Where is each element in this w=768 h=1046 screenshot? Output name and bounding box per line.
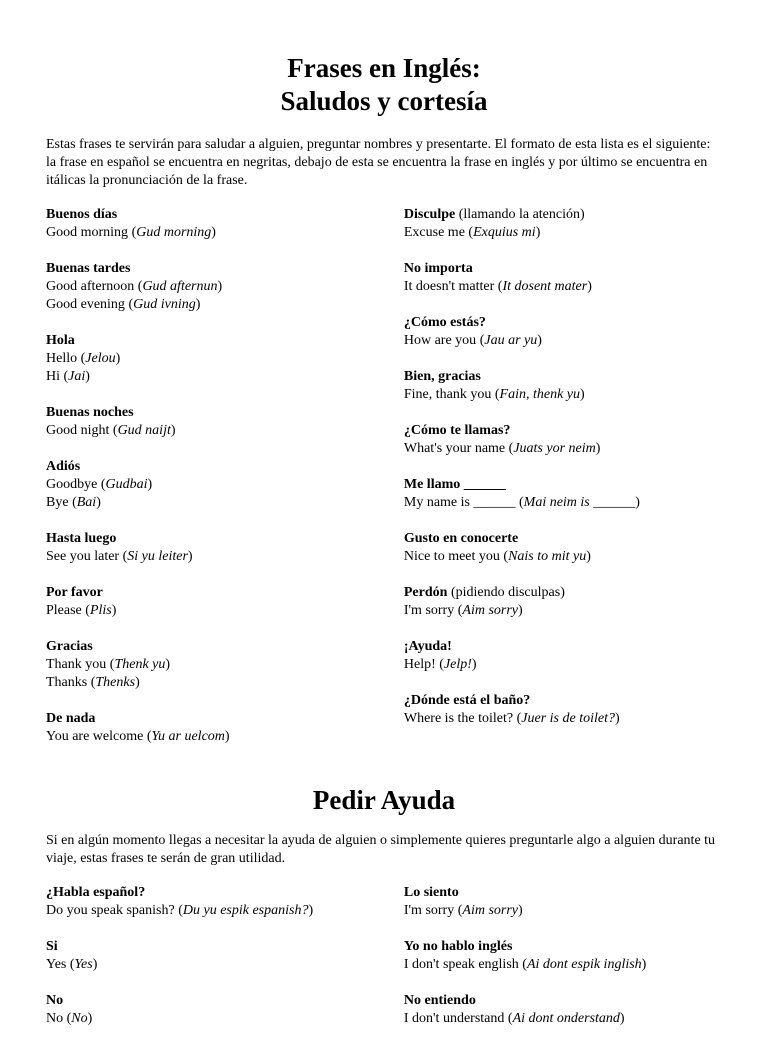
pronunciation: No [71,1011,88,1026]
spanish-text: No entiendo [403,993,476,1008]
spanish-phrase [404,530,722,548]
phrase-entry [404,260,722,296]
phrase-entry [404,530,722,566]
spanish-text: Por favor [46,585,103,600]
english-text: Hi [46,369,60,384]
english-line: Do you speak spanish? (Du yu espik espanish?) [46,903,314,918]
spanish-text: Bien, gracias [403,369,481,384]
spanish-text: No importa [403,261,473,276]
phrase-entry [404,368,722,404]
title-line-2: Saludos y cortesía [280,86,488,116]
english-line: I don't speak english (Ai dont espik inglish) [403,957,647,972]
spanish-text: Gracias [46,639,93,654]
phrase-entry [46,938,404,974]
pronunciation: Jelp! [443,657,472,672]
english-text: Hello [46,351,78,366]
english-text: Good evening [46,297,125,312]
english-line: Good morning (Gud morning) [46,225,216,240]
phrase-entry [46,884,404,920]
english-line: It doesn't matter (It dosent mater) [403,279,592,294]
section-title-pedir-ayuda: Pedir Ayuda [312,785,456,815]
english-text: Where is the toilet? [403,711,514,726]
english-text: Excuse me [403,225,465,240]
english-text: Bye [46,495,69,510]
pronunciation: Yes [74,957,93,972]
spanish-text: Buenos días [46,207,118,222]
phrase-entry [46,710,404,746]
english-line: Yes (Yes) [46,957,98,972]
english-line: Hi (Jai) [46,369,90,384]
phrase-entry [46,992,404,1028]
phrase-entry [404,938,722,974]
right-phrase-column [404,884,722,1046]
spanish-phrase [46,710,404,728]
english-line: Good evening (Gud ivning) [46,297,201,312]
pronunciation: Bai [76,495,97,510]
english-text: I don't speak english [403,957,519,972]
pronunciation: Aim sorry [462,603,519,618]
spanish-phrase [404,368,722,386]
spanish-text: Me llamo ______ [403,477,506,492]
english-line: My name is ______ (Mai neim is ______) [403,495,640,510]
english-text: Fine, thank you [403,387,492,402]
left-phrase-column [46,884,404,1046]
spanish-text: No [46,993,64,1008]
spanish-text: ¿Dónde está el baño? [403,693,531,708]
pronunciation: Jai [68,369,86,384]
pronunciation: Nais to mit yu [508,549,587,564]
spanish-phrase [46,584,404,602]
english-text: Thank you [46,657,107,672]
phrase-note: (llamando la atención) [458,207,585,222]
english-text: Please [46,603,82,618]
pronunciation: Ai dont onderstand [512,1011,620,1026]
english-line: No (No) [46,1011,93,1026]
phrase-entry [46,638,404,692]
intro-paragraph-saludos: Estas frases te servirán para saludar a alguien, preguntar nombres y presentarte. El formato de esta lista es el siguiente: la frase en español se encuentra en negritas, debajo de esta se encuentra la frase en inglés y por último se encuentra en itálicas la pronunciación de la frase. [46,137,711,188]
english-text: Thanks [46,675,88,690]
spanish-text: Yo no hablo inglés [403,939,513,954]
pronunciation: Juats yor neim [513,441,596,456]
spanish-phrase [404,314,722,332]
pronunciation: Du yu espik espanish? [182,903,309,918]
spanish-phrase [46,638,404,656]
phrase-entry [46,206,404,242]
spanish-text: Hola [46,333,75,348]
pronunciation: Mai neim is ______ [523,495,636,510]
pronunciation: Gud ivning [133,297,196,312]
phrase-entry [404,992,722,1028]
phrase-entry [46,404,404,440]
spanish-phrase [46,404,404,422]
spanish-text: Disculpe [403,207,456,222]
spanish-phrase [404,884,722,902]
spanish-text: Hasta luego [46,531,117,546]
spanish-phrase [404,422,722,440]
spanish-text: Perdón [403,585,448,600]
pronunciation: Plis [89,603,112,618]
phrase-entry [46,260,404,314]
spanish-phrase [404,206,722,224]
english-text: Yes [46,957,67,972]
pronunciation: Juer is de toilet? [521,711,615,726]
spanish-text: ¿Cómo te llamas? [403,423,511,438]
pronunciation: Gud naijt [117,423,171,438]
spanish-phrase [46,458,404,476]
english-text: You are welcome [46,729,144,744]
english-line: Thanks (Thenks) [46,675,140,690]
spanish-phrase [46,992,404,1010]
spanish-phrase [46,938,404,956]
spanish-text: Buenas noches [46,405,134,420]
spanish-text: Lo siento [403,885,459,900]
english-line: Bye (Bai) [46,495,101,510]
spanish-text: De nada [46,711,96,726]
pronunciation: Jau ar yu [484,333,538,348]
spanish-text: Buenas tardes [46,261,131,276]
spanish-text: ¡Ayuda! [403,639,452,654]
pronunciation: Thenks [95,675,136,690]
spanish-phrase [404,692,722,710]
english-text: No [46,1011,64,1026]
spanish-phrase [404,260,722,278]
english-text: Good morning [46,225,129,240]
spanish-text: Si [46,939,58,954]
pronunciation: Exquius mi [473,225,536,240]
english-text: What's your name [403,441,506,456]
pronunciation: Yu ar uelcom [151,729,225,744]
spanish-phrase [46,884,404,902]
phrase-entry [46,584,404,620]
spanish-phrase [46,530,404,548]
pronunciation: Jelou [85,351,116,366]
spanish-phrase [46,206,404,224]
phrase-entry [404,422,722,458]
english-text: How are you [403,333,477,348]
left-phrase-column [46,206,404,764]
pronunciation: Gud morning [136,225,212,240]
phrase-note: (pidiendo disculpas) [450,585,565,600]
pronunciation: Gudbai [105,477,148,492]
english-line: Goodbye (Gudbai) [46,477,153,492]
pronunciation: Thenk yu [114,657,166,672]
right-phrase-column [404,206,722,764]
phrase-entry [404,584,722,620]
spanish-phrase [404,476,722,494]
english-line: I'm sorry (Aim sorry) [403,603,523,618]
spanish-phrase [404,938,722,956]
phrase-entry [404,638,722,674]
pronunciation: Aim sorry [462,903,519,918]
phrase-entry [404,206,722,242]
pronunciation: Si yu leiter [127,549,188,564]
phrase-entry [404,314,722,350]
english-text: Do you speak spanish? [46,903,175,918]
english-text: Good afternoon [46,279,135,294]
english-text: See you later [46,549,120,564]
english-line: See you later (Si yu leiter) [46,549,193,564]
spanish-phrase [404,992,722,1010]
spanish-text: Gusto en conocerte [403,531,519,546]
pronunciation: Gud afternun [142,279,218,294]
english-text: Help! [403,657,436,672]
english-line: I'm sorry (Aim sorry) [403,903,523,918]
english-text: My name is ______ [403,495,516,510]
spanish-phrase [46,260,404,278]
phrase-entry [404,692,722,728]
title-line-1: Frases en Inglés: [287,53,481,83]
spanish-phrase [46,332,404,350]
spanish-phrase [404,584,722,602]
english-line: Where is the toilet? (Juer is de toilet?) [403,711,620,726]
english-line: What's your name (Juats yor neim) [403,441,601,456]
pronunciation: It dosent mater [502,279,588,294]
english-text: I'm sorry [403,903,455,918]
spanish-phrase [404,638,722,656]
english-line: Fine, thank you (Fain, thenk yu) [403,387,585,402]
english-line: How are you (Jau ar yu) [403,333,542,348]
pronunciation: Fain, thenk yu [499,387,581,402]
intro-paragraph-pedir-ayuda: Si en algún momento llegas a necesitar la ayuda de alguien o simplemente quieres preguntarle algo a alguien durante tu viaje, estas frases te serán de gran utilidad. [46,833,716,866]
english-line: Thank you (Thenk yu) [46,657,171,672]
phrase-entry [404,884,722,920]
english-text: Good night [46,423,110,438]
spanish-text: Adiós [46,459,81,474]
english-text: Nice to meet you [403,549,500,564]
english-line: Hello (Jelou) [46,351,121,366]
spanish-text: ¿Cómo estás? [403,315,486,330]
english-line: Help! (Jelp!) [403,657,477,672]
phrase-entry [46,332,404,386]
phrase-entry [46,458,404,512]
english-text: Goodbye [46,477,98,492]
spanish-text: ¿Habla español? [46,885,146,900]
phrase-columns-pedir-ayuda [46,884,722,1046]
phrase-entry [46,530,404,566]
english-text: It doesn't matter [403,279,495,294]
english-line: Excuse me (Exquius mi) [403,225,541,240]
phrase-entry [404,476,722,512]
english-line: Please (Plis) [46,603,117,618]
english-line: Nice to meet you (Nais to mit yu) [403,549,591,564]
english-text: I don't understand [403,1011,505,1026]
english-text: I'm sorry [403,603,455,618]
phrase-columns-saludos [46,206,722,764]
english-line: Good night (Gud naijt) [46,423,176,438]
english-line: I don't understand (Ai dont onderstand) [403,1011,625,1026]
section-title-saludos [46,0,722,118]
pronunciation: Ai dont espik inglish [526,957,642,972]
english-line: Good afternoon (Gud afternun) [46,279,223,294]
english-line: You are welcome (Yu ar uelcom) [46,729,230,744]
